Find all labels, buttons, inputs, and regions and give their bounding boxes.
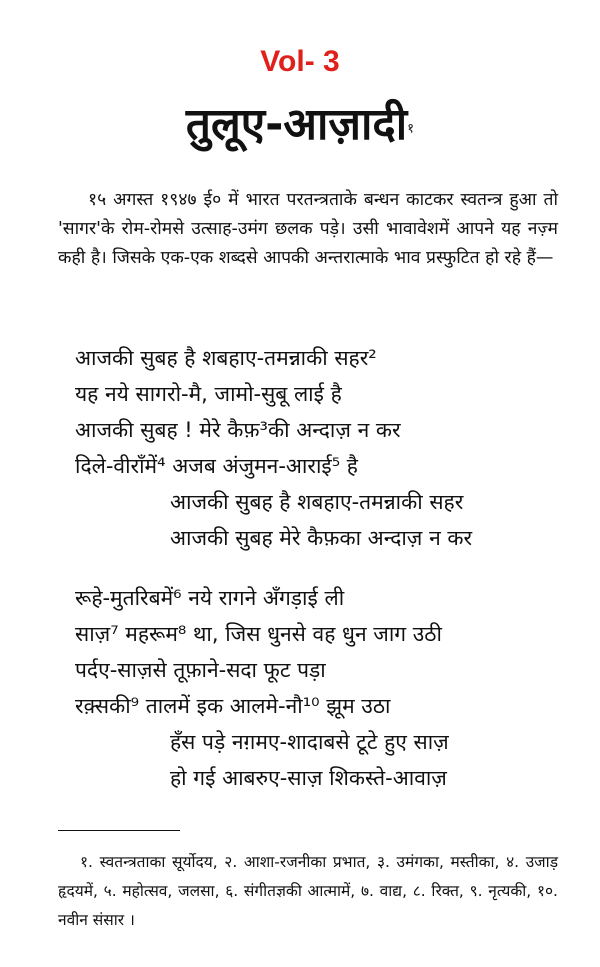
- page-title: तुलूए-आज़ादी: [185, 99, 408, 150]
- stanza-2: [0, 580, 600, 796]
- verse-line: [0, 376, 600, 412]
- verse-line: [0, 484, 600, 520]
- volume-label: Vol- 3: [260, 45, 340, 78]
- footnotes-text: १. स्वतन्त्रताका सूर्योदय, २. आशा-रजनीका प्रभात, ३. उमंगका, मस्तीका, ४. उजाड़ हृदयमें, ५. महोत्सव, जलसा, ६. संगीतज्ञकी आत्मामें, ७. वाद्य, ८. रिक्त, ९. नृत्यकी, १०. नवीन संसार ।: [58, 853, 558, 929]
- intro-text: १५ अगस्त १९४७ ई० में भारत परतन्त्रताके बन्धन काटकर स्वतन्त्र हुआ तो 'सागर'के रोम-रोमसे उत्साह-उमंग छलक पड़े। उसी भावावेशमें आपने यह नज़्म कही है। जिसके एक-एक शब्दसे आपकी अन्तरात्माके भाव प्रस्फुटित हो रहे हैं—: [58, 190, 558, 268]
- verse-text: रूहे-मुतरिबमें⁶ नये रागने अँगड़ाई ली: [75, 586, 345, 610]
- verse-text: आजकी सुबह है शबहाए-तमन्नाकी सहर²: [75, 346, 377, 370]
- verse-text: यह नये सागरो-मै, जामो-सुबू लाई है: [75, 382, 342, 406]
- verse-line: [0, 616, 600, 652]
- verse-line: [0, 724, 600, 760]
- verse-text: आजकी सुबह मेरे कैफ़का अन्दाज़ न कर: [170, 526, 473, 550]
- intro-paragraph: [58, 186, 558, 273]
- verse-line: [0, 520, 600, 556]
- title-footnote-marker: १: [407, 121, 415, 137]
- verse-text: हँस पड़े नग़मए-शादाबसे टूटे हुए साज़: [170, 730, 449, 754]
- verse-line: [0, 412, 600, 448]
- verse-line: [0, 760, 600, 796]
- footnote-divider: [58, 830, 180, 831]
- footnotes: [58, 848, 558, 935]
- stanza-1: [0, 340, 600, 556]
- verse-text: आजकी सुबह ! मेरे कैफ़³की अन्दाज़ न कर: [75, 418, 401, 442]
- title-block: [0, 95, 600, 155]
- verse-line: [0, 652, 600, 688]
- verse-text: पर्दए-साज़से तूफ़ाने-सदा फूट पड़ा: [75, 658, 326, 682]
- verse-line: [0, 340, 600, 376]
- verse-line: [0, 580, 600, 616]
- verse-text: आजकी सुबह है शबहाए-तमन्नाकी सहर: [170, 490, 464, 514]
- verse-text: रक़्सकी⁹ तालमें इक आलमे-नौ¹⁰ झूम उठा: [75, 694, 391, 718]
- verse-text: हो गई आबरुए-साज़ शिकस्ते-आवाज़: [170, 766, 447, 790]
- verse-text: दिले-वीराँमें⁴ अजब अंजुमन-आराई⁵ है: [75, 454, 358, 478]
- verse-text: साज़⁷ महरूम⁸ था, जिस धुनसे वह धुन जाग उठी: [75, 622, 442, 646]
- verse-line: [0, 688, 600, 724]
- verse-line: [0, 448, 600, 484]
